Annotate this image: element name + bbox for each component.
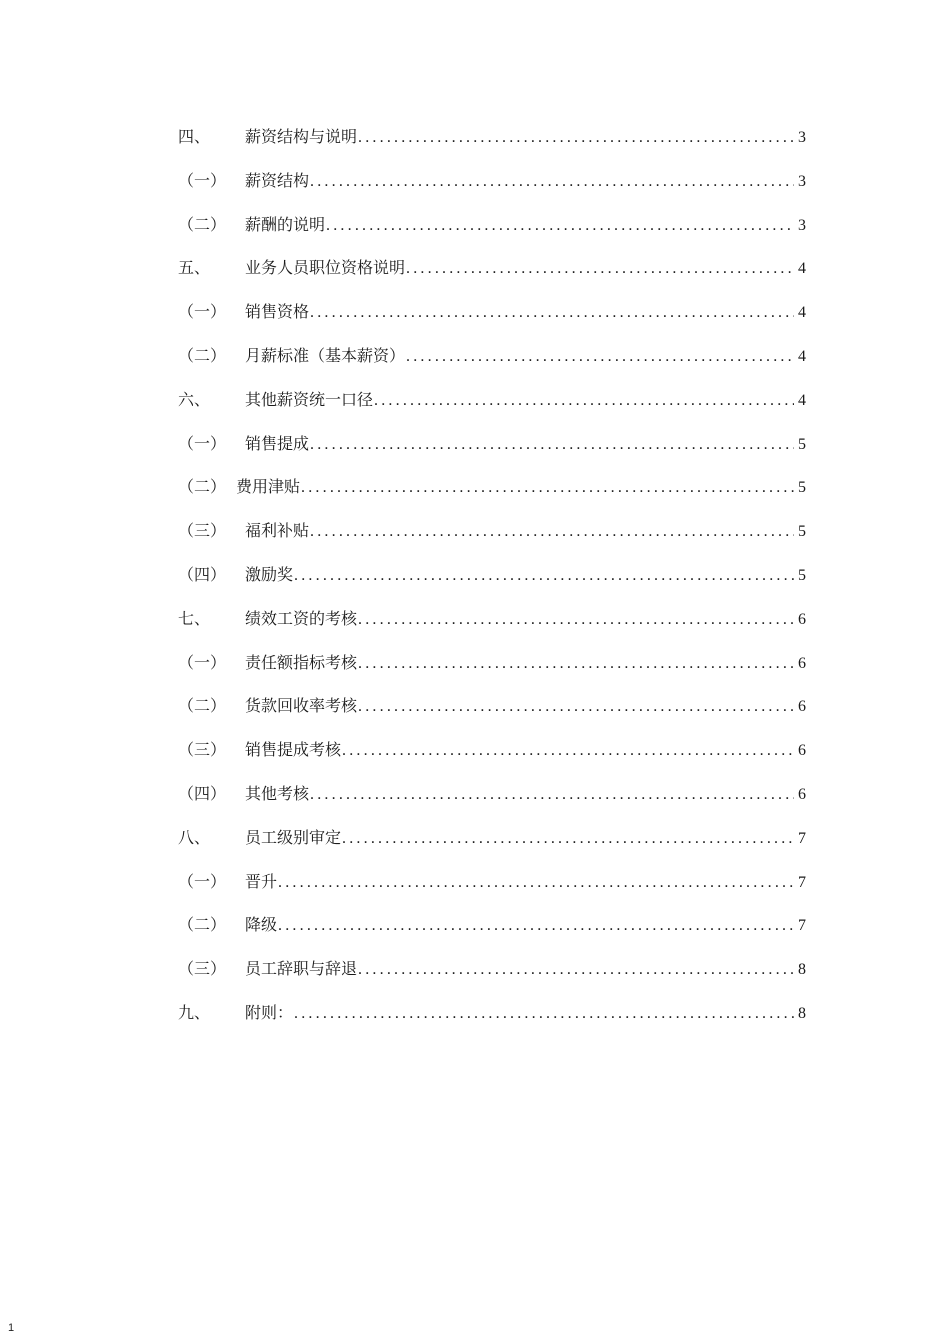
toc-entry-page: 6 — [798, 698, 806, 716]
toc-entry-page: 4 — [798, 260, 806, 278]
toc-entry-page: 7 — [798, 873, 806, 891]
toc-entry-page: 5 — [798, 566, 806, 584]
toc-entry-page: 7 — [798, 917, 806, 935]
toc-entry-page: 5 — [798, 435, 806, 453]
toc-entry[interactable] — [178, 290, 806, 334]
toc-entry[interactable] — [178, 553, 806, 597]
toc-entry-title: 其他考核 — [245, 783, 310, 803]
toc-entry-title: 费用津贴 — [236, 477, 301, 497]
toc-dot-leader — [301, 466, 794, 510]
toc-entry[interactable] — [178, 860, 806, 904]
toc-dot-leader — [310, 773, 794, 817]
toc-entry-page: 3 — [798, 172, 806, 190]
toc-entry-title: 销售资格 — [245, 302, 310, 322]
toc-entry-number: 八、 — [178, 827, 211, 847]
toc-dot-leader — [310, 291, 794, 335]
toc-entry-number: 六、 — [178, 389, 211, 409]
toc-entry-title: 销售提成 — [245, 433, 310, 453]
toc-entry[interactable] — [178, 772, 806, 816]
toc-entry[interactable] — [178, 991, 806, 1035]
toc-entry-number: （四） — [178, 783, 227, 803]
toc-dot-leader — [310, 510, 794, 554]
toc-entry-title: 货款回收率考核 — [245, 696, 358, 716]
toc-entry-page: 4 — [798, 304, 806, 322]
toc-entry-title: 绩效工资的考核 — [245, 608, 358, 628]
toc-entry-title: 晋升 — [245, 871, 278, 891]
toc-entry[interactable] — [178, 465, 806, 509]
toc-entry[interactable] — [178, 203, 806, 247]
toc-entry-number: （一） — [178, 170, 227, 190]
toc-dot-leader — [358, 948, 794, 992]
toc-dot-leader — [294, 992, 794, 1036]
toc-entry-title: 薪资结构与说明 — [245, 127, 358, 146]
toc-dot-leader — [358, 598, 794, 642]
toc-entry-page: 3 — [798, 129, 806, 146]
toc-entry[interactable] — [178, 115, 806, 159]
toc-dot-leader — [310, 423, 794, 467]
toc-entry-number: （一） — [178, 433, 227, 453]
toc-entry-title: 薪酬的说明 — [245, 214, 326, 234]
toc-entry-number: （一） — [178, 302, 227, 322]
toc-entry[interactable] — [178, 728, 806, 772]
toc-dot-leader — [406, 247, 794, 291]
toc-entry-page: 3 — [798, 216, 806, 234]
toc-entry-number: （二） — [178, 915, 227, 935]
toc-entry-number: （二） — [178, 696, 227, 716]
toc-entry-page: 6 — [798, 610, 806, 628]
toc-dot-leader — [310, 160, 794, 204]
toc-entry[interactable] — [178, 641, 806, 685]
toc-dot-leader — [358, 685, 794, 729]
toc-entry[interactable] — [178, 378, 806, 422]
toc-dot-leader — [342, 817, 794, 861]
toc-dot-leader — [326, 204, 794, 248]
toc-entry-number: （四） — [178, 564, 227, 584]
toc-entry[interactable] — [178, 334, 806, 378]
toc-entry-number: （二） — [178, 345, 227, 365]
toc-entry-number: （二） — [178, 214, 227, 234]
toc-entry-page: 7 — [798, 829, 806, 847]
table-of-contents — [178, 115, 806, 1035]
toc-entry-page: 6 — [798, 654, 806, 672]
toc-dot-leader — [358, 642, 794, 686]
toc-entry[interactable] — [178, 509, 806, 553]
toc-dot-leader — [406, 335, 794, 379]
toc-dot-leader — [358, 116, 794, 160]
toc-entry-page: 6 — [798, 785, 806, 803]
toc-entry-page: 5 — [798, 479, 806, 497]
toc-dot-leader — [294, 554, 794, 598]
toc-entry-number: 五、 — [178, 258, 211, 278]
toc-entry-title: 薪资结构 — [245, 170, 310, 190]
toc-entry[interactable] — [178, 947, 806, 991]
toc-entry-page: 4 — [798, 391, 806, 409]
toc-entry-number: （一） — [178, 652, 227, 672]
toc-entry[interactable] — [178, 684, 806, 728]
toc-entry-number: （一） — [178, 871, 227, 891]
toc-entry-page: 5 — [798, 523, 806, 541]
toc-entry-title: 员工级别审定 — [245, 827, 342, 847]
toc-entry[interactable] — [178, 597, 806, 641]
toc-entry-number: （三） — [178, 959, 227, 979]
toc-entry-title: 业务人员职位资格说明 — [245, 258, 406, 278]
toc-entry-title: 激励奖 — [245, 564, 294, 584]
toc-dot-leader — [278, 861, 794, 905]
toc-entry-title: 降级 — [245, 915, 278, 935]
toc-dot-leader — [374, 379, 794, 423]
toc-entry-title: 责任额指标考核 — [245, 652, 358, 672]
toc-entry-number: （三） — [178, 521, 227, 541]
toc-entry-number: （三） — [178, 740, 227, 760]
toc-entry-page: 6 — [798, 742, 806, 760]
toc-entry-number: 四、 — [178, 127, 211, 146]
toc-entry[interactable] — [178, 159, 806, 203]
toc-entry-title: 其他薪资统一口径 — [245, 389, 374, 409]
toc-entry-title: 销售提成考核 — [245, 740, 342, 760]
footer-page-number: 1 — [8, 1322, 15, 1334]
toc-entry-page: 4 — [798, 347, 806, 365]
toc-entry-number: 九、 — [178, 1002, 211, 1022]
toc-entry-number: （二） — [178, 477, 227, 497]
toc-entry[interactable] — [178, 816, 806, 860]
toc-dot-leader — [342, 729, 794, 773]
toc-entry-number: 七、 — [178, 608, 211, 628]
toc-entry-title: 员工辞职与辞退 — [245, 959, 358, 979]
toc-entry[interactable] — [178, 903, 806, 947]
toc-entry[interactable] — [178, 246, 806, 290]
toc-entry-title: 附则： — [245, 1002, 294, 1022]
toc-entry-page: 8 — [798, 1004, 806, 1022]
toc-entry[interactable] — [178, 422, 806, 466]
toc-entry-title: 福利补贴 — [245, 521, 310, 541]
toc-dot-leader — [278, 904, 794, 948]
toc-entry-title: 月薪标准（基本薪资） — [245, 345, 406, 365]
toc-entry-page: 8 — [798, 961, 806, 979]
